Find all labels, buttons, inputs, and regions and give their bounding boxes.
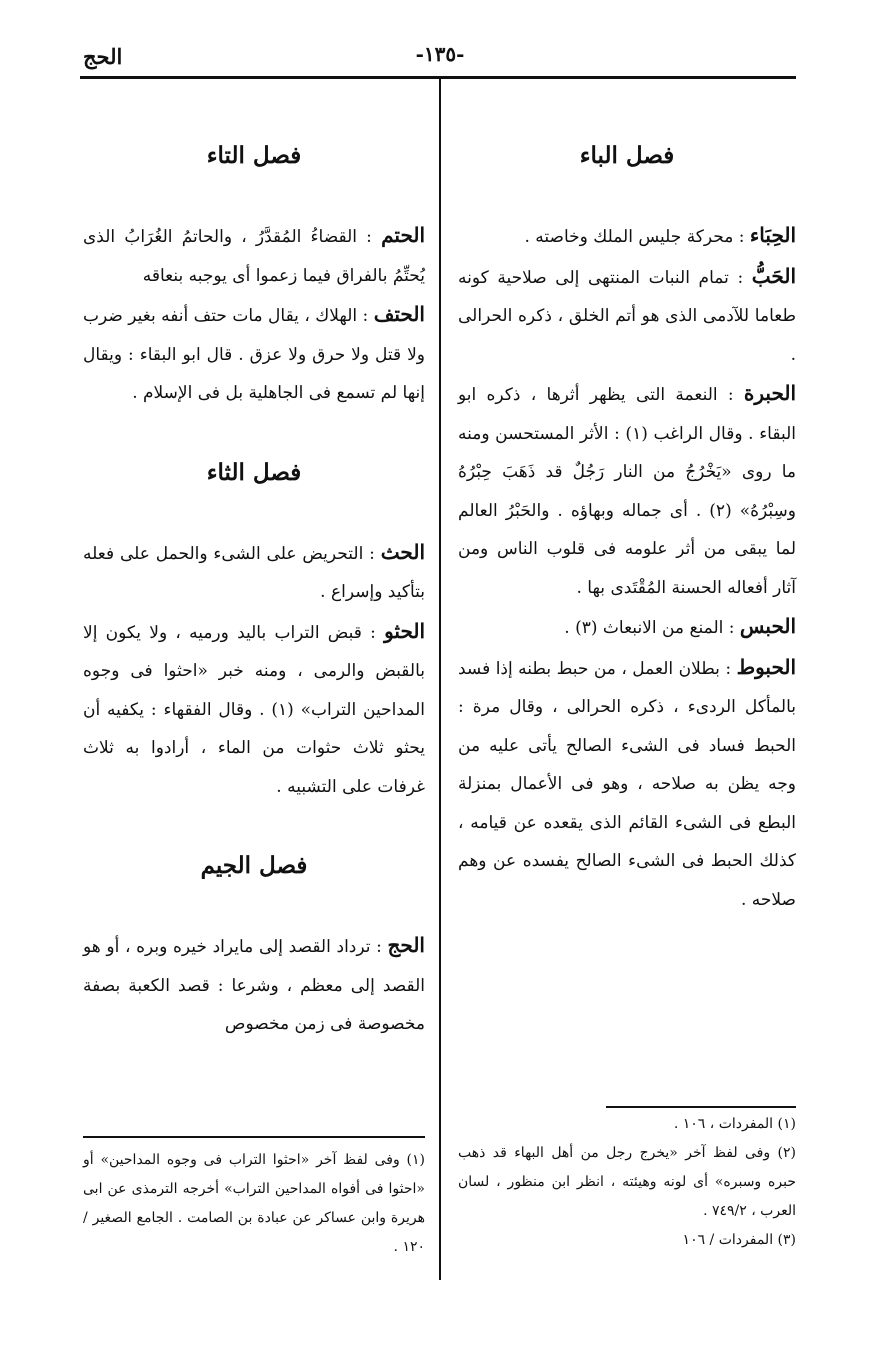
entry-term: الحثو [384,618,426,643]
left-footnotes [83,1136,425,1262]
section-gap [83,806,425,836]
entry-text: : القضاءُ المُقدَّرُ ، والحاتمُ الغُرَابُ الذى يُحتِّمُ بالفراق فيما زعموا أى يوجبه بنعاقه [83,227,425,286]
section-title-ta: فصل التاء [206,142,302,169]
entry-text: : بطلان العمل ، من حبط بطنه إذا فسد بالمأكل الردىء ، ذكره الحرالى ، وقال مرة : الحبط فساد فى الشىء الصالح يأتى عليه من وجه يظن به صلاحه ، وهو فى الأعمال بمنزلة البطع فى الشىء القائم الذى يقعده عن قيامه ، كذلك الحبط فى الشىء الصالح يفسده عن وهم صلاحه . [458,658,796,910]
entry-hath [83,533,425,612]
entry-text: : تمام النبات المنتهى إلى صلاحية كونه طعاما للآدمى الذى هو أتم الخلق ، ذكره الحرالى . [458,267,796,365]
footnote-rule [83,1136,425,1138]
entry-term: الحبس [739,614,796,638]
left-column [83,126,425,1044]
running-head-word: الحج [83,44,123,69]
footnote-rule [606,1106,796,1108]
section-title-ba: فصل الباء [579,142,675,169]
section-gap [83,186,425,216]
entry-hatf [83,295,425,413]
section-gap [83,413,425,443]
entry-text: : المنع من الانبعاث (٣) . [564,618,735,638]
entry-hibra [458,374,796,607]
entry-habs [458,607,796,648]
section-title-tha: فصل الثاء [206,458,302,486]
entry-habb [458,257,796,375]
page-number: -١٣٥- [415,42,465,66]
entry-term: الحتم [381,223,425,247]
column-divider [439,79,441,1280]
entry-hibaa [458,216,796,257]
entry-text: : النعمة التى يظهر أثرها ، ذكره ابو البقاء . وقال الراغب (١) : الأثر المستحسن ومنه ما روى «يَخْرُجُ من النار رَجُلٌ قد ذَهَبَ حِبْرُهُ وسِبْرُهُ» (٢) . أى جماله وبهاؤه . والحَبْرُ العالم لما يبقى من أثر علومه فى قلوب الناس ومن آثار أفعاله الحسنة المُقْتَدى بها . [458,385,796,598]
entry-hubut [458,648,796,920]
footnote-2: (٢) وفى لفظ آخر «يخرج رجل من أهل البهاء قد ذهب حبره وسبره» أى لونه وهيئته ، انظر ابن منظور ، لسان العرب ، ٧٤٩/٢ . [458,1145,796,1219]
entry-hatm [83,216,425,295]
entry-term: الحِبَاء [749,223,796,247]
header-rule [80,76,796,79]
entry-term: الحبوط [736,654,797,679]
section-gap [83,896,425,926]
footnote-1: (١) المفردات ، ١٠٦ . [673,1116,796,1132]
section-gap [83,503,425,533]
section-gap [458,186,796,216]
entry-hajj [83,926,425,1044]
entry-term: الحَبُّ [751,263,796,288]
right-footnotes [458,1106,796,1255]
entry-text: : قبض التراب باليد ورميه ، ولا يكون إلا بالقبض والرمى ، ومنه خبر «احثوا فى وجوه المداحين التراب» (١) . وقال الفقهاء : يكفيه أن يحثو ثلاث حثوات من الماء ، أرادوا به ثلاث غرفات على التشبيه . [83,622,426,797]
entry-text: : التحريض على الشىء والحمل على فعله بتأكيد وإسراع . [83,543,425,602]
section-title-jim: فصل الجيم [200,852,308,879]
footnote-1: (١) وفى لفظ آخر «احثوا التراب فى وجوه المداحين» أو «احثوا فى أفواه المداحين التراب» أخرجه الترمذى عن ابى هريرة وابن عساكر عن عبادة بن الصامت . الجامع الصغير / ١٢٠ . [83,1152,425,1255]
entry-term: الحتف [373,302,425,326]
footnote-3: (٣) المفردات / ١٠٦ [682,1232,796,1248]
entry-text: : محركة جليس الملك وخاصته . [524,227,745,247]
entry-text: : ترداد القصد إلى مايراد خيره وبره ، أو هو القصد إلى معظم ، وشرعا : قصد الكعبة بصفة مخصوصة فى زمن مخصوص [83,937,425,1034]
right-column [458,126,796,919]
entry-term: الحث [380,539,425,564]
entry-term: الحبرة [743,381,796,405]
entry-hathw [83,612,425,807]
entry-text: : الهلاك ، يقال مات حتف أنفه بغير ضرب ولا قتل ولا حرق ولا عزق . قال ابو البقاء : ويقال إنها لم تسمع فى الجاهلية بل فى الإسلام . [83,306,425,403]
entry-term: الحج [387,933,425,957]
